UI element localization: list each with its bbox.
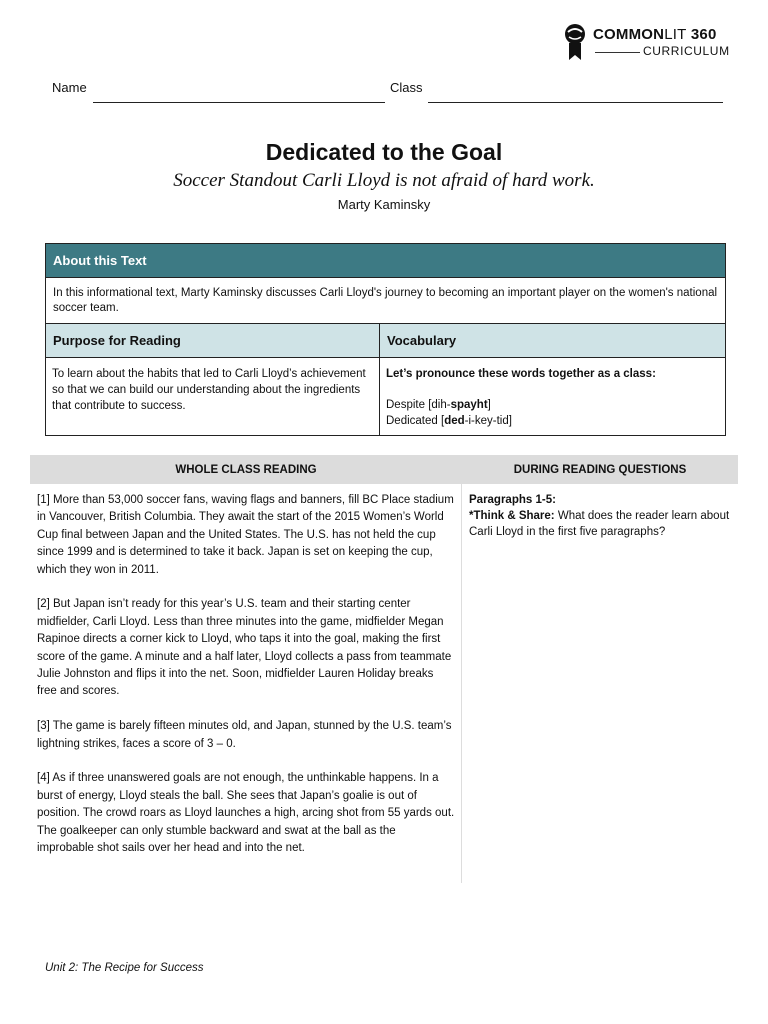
- question-text: What does the reader learn about Carli Lloyd in the first five paragraphs?: [469, 510, 730, 538]
- during-reading-questions-heading: DURING READING QUESTIONS: [513, 463, 687, 476]
- purpose-heading: Purpose for Reading: [46, 324, 379, 358]
- page-subtitle: Soccer Standout Carli Lloyd is not afraid of hard work.: [173, 170, 595, 191]
- reading-header-row: [30, 455, 738, 484]
- reading-questions: [462, 484, 738, 883]
- paragraph: [2] But Japan isn’t ready for this year’s U.S. team and their starting center midfielder, Carli Lloyd. Less than three minutes into the game, midfielder Megan Rapinoe directs a corner kick to Lloyd, who taps it into the goal, making the first score of the game. A minute and a half later, Lloyd collects a pass from teammate Julie Johnston and flips it into the net. Soon, midfielder Lauren Holiday breaks free and scores.: [37, 598, 452, 698]
- vocabulary-body: [380, 358, 725, 435]
- reading-passage: [30, 484, 462, 883]
- logo-subtitle: CURRICULUM: [643, 44, 730, 58]
- whole-class-reading-heading: WHOLE CLASS READING: [175, 463, 317, 476]
- question-lead: *Think & Share:: [469, 510, 555, 522]
- paragraph: [4] As if three unanswered goals are not enough, the unthinkable happens. In a burst of energy, Lloyd steals the ball. She sees that Japan’s goalie is out of position. The crowd roars as Lloyd launches a high, arcing shot from 55 yards out. The goalkeeper can only stumble backward and swat at the ball as the improbable shot sails over her head and into the net.: [37, 772, 455, 855]
- book-figure-icon: [560, 22, 590, 62]
- name-label: Name: [52, 80, 87, 95]
- name-field[interactable]: [93, 102, 385, 103]
- vocab-item: Despite [dih-spayht]: [386, 399, 491, 411]
- class-label: Class: [390, 80, 423, 95]
- logo-wordmark: COMMONLIT 360: [593, 26, 717, 43]
- reading-section: [30, 455, 738, 883]
- page-title: Dedicated to the Goal: [265, 139, 503, 165]
- question-item: [469, 508, 732, 540]
- logo-rule: [595, 52, 640, 53]
- vocabulary-lead: Let’s pronounce these words together as a class:: [386, 368, 656, 380]
- about-heading: About this Text: [46, 244, 725, 278]
- vocabulary-cell: [380, 324, 725, 435]
- question-range: Paragraphs 1-5:: [469, 494, 556, 506]
- paragraph: [1] More than 53,000 soccer fans, waving flags and banners, fill BC Place stadium in Vancouver, British Columbia. They await the start of the 2015 Women’s World Cup final between Japan and the United States. The U.S. has not held the cup since 1999 and is determined to take it back. Japan is set on keeping the cup, which they won in 2011.: [37, 494, 454, 576]
- commonlit-logo: [560, 22, 730, 62]
- purpose-cell: [46, 324, 380, 435]
- about-body: In this informational text, Marty Kaminsky discusses Carli Lloyd's journey to becoming an important player on the women's national soccer team.: [46, 278, 725, 324]
- purpose-body: To learn about the habits that led to Carli Lloyd’s achievement so that we can build our understanding about the ingredients that contribute to success.: [52, 368, 366, 412]
- text-info-table: [45, 243, 726, 436]
- unit-footer: Unit 2: The Recipe for Success: [45, 962, 204, 974]
- class-field[interactable]: [428, 102, 723, 103]
- article-header: [0, 138, 768, 214]
- author-name: Marty Kaminsky: [337, 197, 431, 212]
- vocab-item: Dedicated [ded-i-key-tid]: [386, 415, 512, 427]
- paragraph: [3] The game is barely fifteen minutes old, and Japan, stunned by the U.S. team’s lightning strikes, faces a score of 3 – 0.: [37, 720, 452, 750]
- vocabulary-heading: Vocabulary: [380, 324, 725, 358]
